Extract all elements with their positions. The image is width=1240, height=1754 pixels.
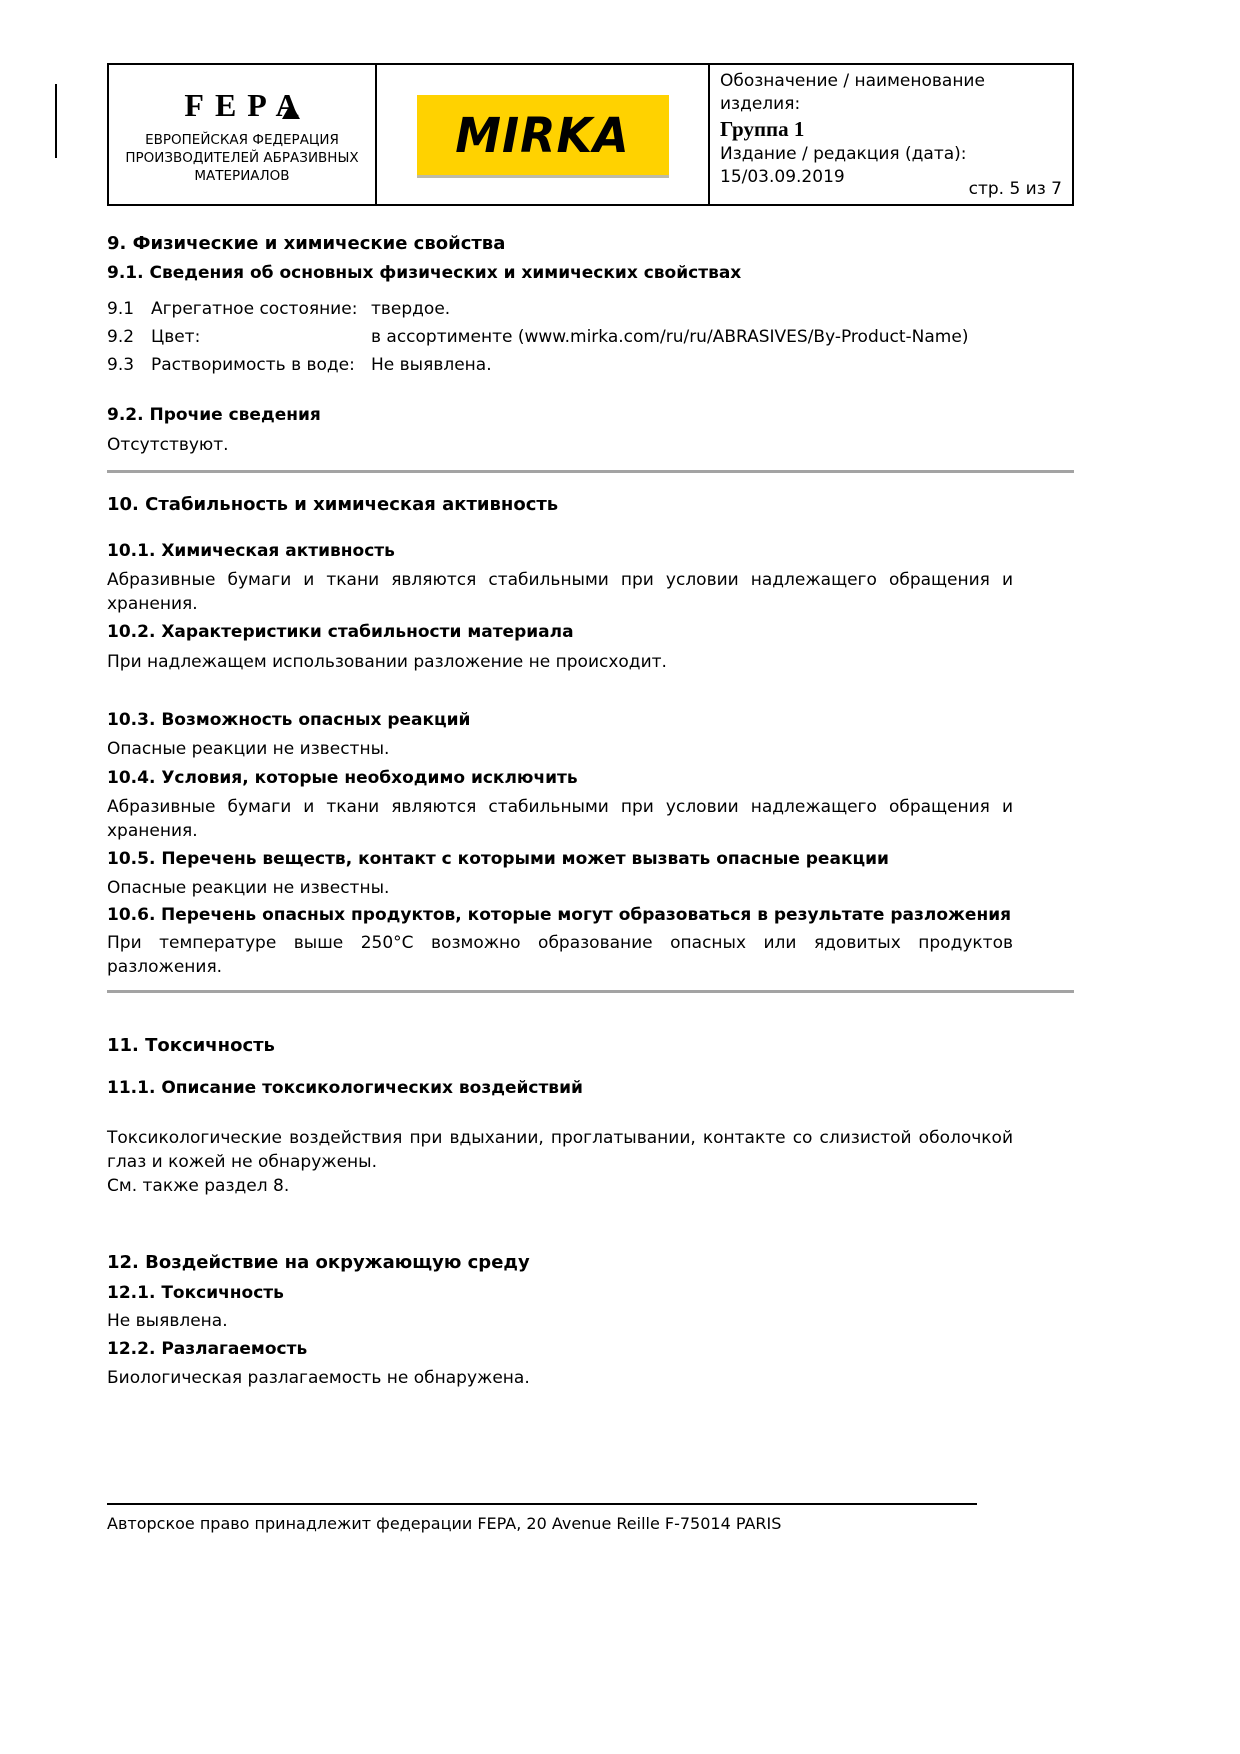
properties-list bbox=[107, 297, 1013, 377]
designation-value: Группа 1 bbox=[720, 117, 805, 141]
section-10-6-text: При температуре выше 250°C возможно образование опасных или ядовитых продуктов разложения. bbox=[107, 933, 1013, 977]
section-11-title: 11. Токсичность bbox=[107, 1035, 275, 1056]
property-row bbox=[107, 353, 1013, 377]
document-header bbox=[107, 63, 1074, 206]
section-12-2-text: Биологическая разлагаемость не обнаружена. bbox=[107, 1368, 530, 1388]
section-9-2-text: Отсутствуют. bbox=[107, 435, 229, 455]
mirka-logo-text: MIRKA bbox=[455, 106, 630, 163]
document-footer bbox=[107, 1503, 977, 1534]
page-number: стр. 5 из 7 bbox=[968, 179, 1062, 199]
section-11-1-text: Токсикологические воздействия при вдыхании, проглатывании, контакте со слизистой оболочкой глаз и кожей не обнаружены. bbox=[107, 1128, 1013, 1172]
section-10-5-title: 10.5. Перечень веществ, контакт с которыми может вызвать опасные реакции bbox=[107, 849, 889, 869]
section-divider bbox=[107, 470, 1074, 473]
property-value: в ассортименте (www.mirka.com/ru/ru/ABRASIVES/By-Product-Name) bbox=[371, 327, 969, 347]
section-10-3-text: Опасные реакции не известны. bbox=[107, 739, 390, 759]
designation-label: Обозначение / наименование изделия: bbox=[720, 71, 985, 114]
section-10-2-text: При надлежащем использовании разложение не происходит. bbox=[107, 652, 667, 672]
mirka-cell bbox=[377, 65, 710, 204]
section-12-title: 12. Воздействие на окружающую среду bbox=[107, 1252, 530, 1273]
section-11-1-note: См. также раздел 8. bbox=[107, 1176, 290, 1196]
revision-change-bar bbox=[55, 84, 57, 158]
fepa-logo-text: FEPA bbox=[184, 86, 310, 123]
section-12-1-text: Не выявлена. bbox=[107, 1311, 228, 1331]
fepa-org-name bbox=[125, 131, 358, 185]
mirka-logo bbox=[417, 95, 669, 175]
fepa-org-line-1: ЕВРОПЕЙСКАЯ ФЕДЕРАЦИЯ bbox=[145, 131, 339, 148]
edition-label: Издание / редакция (дата): bbox=[720, 144, 967, 164]
document-body bbox=[107, 232, 1013, 1390]
copyright-text: Авторское право принадлежит федерации FEPA, 20 Avenue Reille F-75014 PARIS bbox=[107, 1514, 782, 1533]
property-label: Растворимость в воде: bbox=[151, 355, 355, 375]
property-label: Агрегатное состояние: bbox=[151, 299, 358, 319]
property-row bbox=[107, 297, 1013, 321]
property-number: 9.3 bbox=[107, 355, 135, 375]
fepa-org-line-3: МАТЕРИАЛОВ bbox=[194, 167, 290, 184]
fepa-org-line-2: ПРОИЗВОДИТЕЛЕЙ АБРАЗИВНЫХ bbox=[125, 149, 359, 166]
section-9-title: 9. Физические и химические свойства bbox=[107, 233, 506, 254]
section-9-1-title: 9.1. Сведения об основных физических и химических свойствах bbox=[107, 263, 742, 283]
section-10-4-title: 10.4. Условия, которые необходимо исключить bbox=[107, 768, 578, 788]
edition-value: 15/03.09.2019 bbox=[720, 167, 845, 187]
product-info-cell bbox=[710, 65, 1072, 204]
fepa-triangle-icon bbox=[282, 103, 300, 119]
section-10-title: 10. Стабильность и химическая активность bbox=[107, 494, 559, 515]
section-10-3-title: 10.3. Возможность опасных реакций bbox=[107, 710, 471, 730]
property-value: твердое. bbox=[371, 299, 451, 319]
section-12-1-title: 12.1. Токсичность bbox=[107, 1283, 284, 1303]
property-row bbox=[107, 325, 1013, 349]
section-10-6-number: 10.6. bbox=[107, 905, 156, 925]
section-10-5-text: Опасные реакции не известны. bbox=[107, 878, 390, 898]
section-11-1-title: 11.1. Описание токсикологических воздействий bbox=[107, 1078, 583, 1098]
property-number: 9.1 bbox=[107, 299, 135, 319]
property-label: Цвет: bbox=[151, 327, 201, 347]
section-divider bbox=[107, 990, 1074, 993]
section-10-1-title: 10.1. Химическая активность bbox=[107, 541, 395, 561]
section-10-1-text: Абразивные бумаги и ткани являются стабильными при условии надлежащего обращения и хранения. bbox=[107, 570, 1013, 614]
section-10-4-text: Абразивные бумаги и ткани являются стабильными при условии надлежащего обращения и хранения. bbox=[107, 797, 1013, 841]
section-10-6-heading-text: Перечень опасных продуктов, которые могут образоваться в результате разложения bbox=[161, 905, 1012, 925]
section-10-2-title: 10.2. Характеристики стабильности материала bbox=[107, 622, 574, 642]
property-value: Не выявлена. bbox=[371, 355, 492, 375]
property-number: 9.2 bbox=[107, 327, 135, 347]
section-10-6-title bbox=[107, 903, 1013, 927]
fepa-logo bbox=[184, 86, 310, 123]
section-9-2-title: 9.2. Прочие сведения bbox=[107, 405, 321, 425]
fepa-cell bbox=[109, 65, 377, 204]
section-12-2-title: 12.2. Разлагаемость bbox=[107, 1339, 308, 1359]
